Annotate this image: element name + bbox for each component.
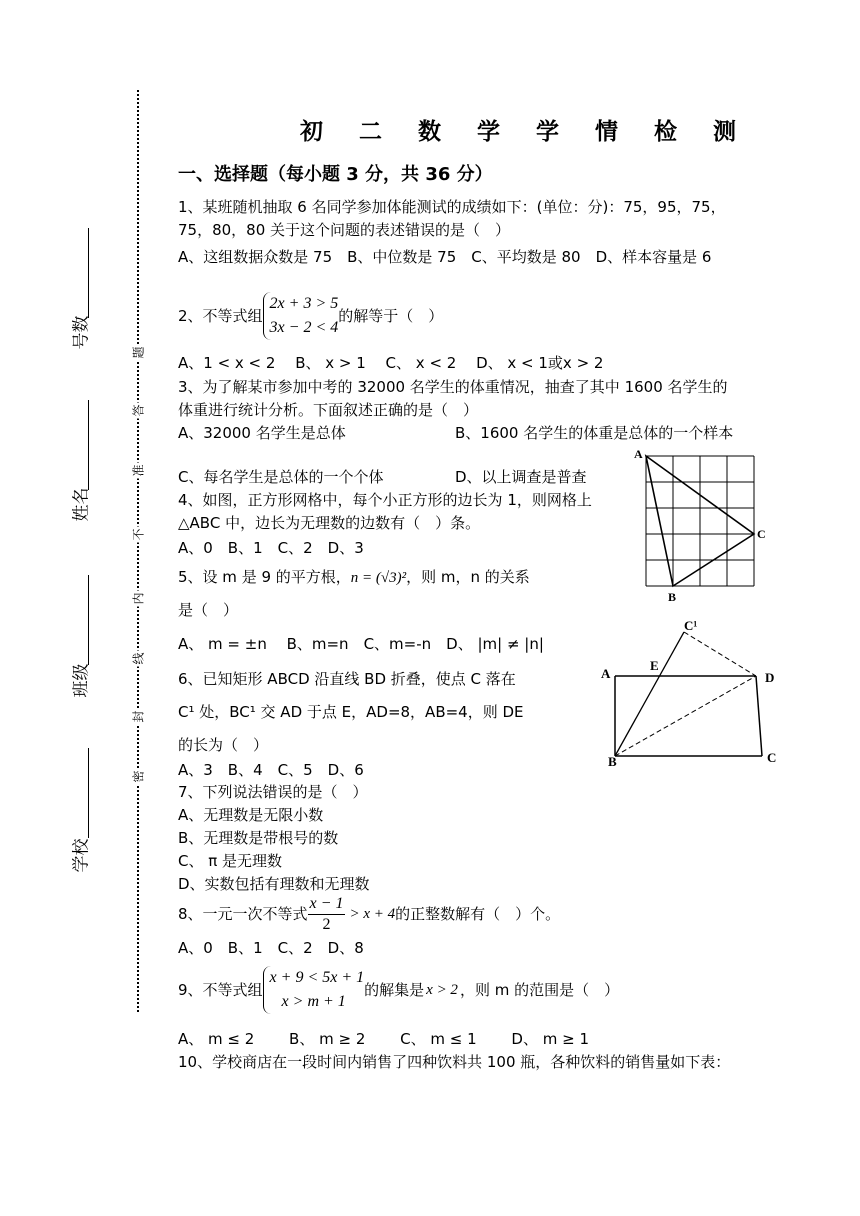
question-7-option-c: C、 π 是无理数 bbox=[178, 852, 283, 870]
section-heading: 一、选择题（每小题 3 分，共 36 分） bbox=[178, 164, 493, 185]
question-1-options: A、这组数据众数是 75 B、中位数是 75 C、平均数是 80 D、样本容量是 6 bbox=[178, 248, 712, 266]
question-7-option-d: D、实数包括有理数和无理数 bbox=[178, 875, 370, 893]
question-8-pre: 8、一元一次不等式 bbox=[178, 905, 308, 923]
question-5-stem-pre: 5、设 m 是 9 的平方根， bbox=[178, 568, 351, 586]
figure-grid-triangle bbox=[630, 448, 770, 608]
name-blank bbox=[88, 400, 89, 490]
vertex-label-e: E bbox=[650, 658, 659, 673]
question-3-cd bbox=[178, 466, 618, 489]
question-9-condition: x > 2 bbox=[426, 981, 458, 998]
label-class: 班级 bbox=[71, 663, 92, 698]
inequality-system bbox=[263, 966, 365, 1014]
vertex-label-c1: C¹ bbox=[684, 618, 698, 633]
question-8 bbox=[178, 894, 738, 960]
question-4-options: A、0 B、1 C、2 D、3 bbox=[178, 539, 364, 557]
question-2 bbox=[178, 292, 738, 340]
question-4-stem: 4、如图，正方形网格中，每个小正方形的边长为 1，则网格上△ABC 中，边长为无理数的边数有（ ）条。 bbox=[178, 491, 592, 532]
seal-char: 准 bbox=[131, 464, 146, 477]
question-8-options: A、0 B、1 C、2 D、8 bbox=[178, 939, 364, 957]
number-blank bbox=[88, 228, 89, 318]
question-9-options: A、 m ≤ 2 B、 m ≥ 2 C、 m ≤ 1 D、 m ≥ 1 bbox=[178, 1030, 589, 1048]
question-5-options: A、 m = ±n B、m=n C、m=-n D、 |m| ≠ |n| bbox=[178, 635, 544, 653]
question-6-options: A、3 B、4 C、5 D、6 bbox=[178, 761, 364, 779]
class-blank bbox=[88, 575, 89, 665]
seal-char: 题 bbox=[131, 346, 146, 359]
question-3-stem: 3、为了解某市参加中考的 32000 名学生的体重情况，抽查了其中 1600 名学生的体重进行统计分析。下面叙述正确的是（ ） bbox=[178, 378, 728, 419]
question-8-post: 的正整数解有（ ）个。 bbox=[395, 905, 561, 923]
inequality-1: 2x + 3 > 5 bbox=[269, 295, 339, 312]
inequality-system bbox=[263, 292, 339, 340]
label-name: 姓名 bbox=[71, 487, 92, 522]
question-7-stem: 7、下列说法错误的是（ ） bbox=[178, 783, 368, 801]
question-1-stem: 1、某班随机抽取 6 名同学参加体能测试的成绩如下：(单位：分)：75，95，75，75，80，80 关于这个问题的表述错误的是（ ） bbox=[178, 198, 726, 239]
question-10-stem: 10、学校商店在一段时间内销售了四种饮料共 100 瓶，各种饮料的销售量如下表： bbox=[178, 1053, 731, 1071]
question-9-post: ，则 m 的范围是（ ） bbox=[459, 980, 620, 999]
question-6-line-3: 的长为（ ） bbox=[178, 736, 269, 754]
seal-char: 不 bbox=[131, 528, 146, 541]
vertex-label-c: C bbox=[767, 750, 777, 765]
figure-folded-rectangle bbox=[596, 614, 786, 770]
question-3-option-b: B、1600 名学生的体重是总体的一个样本 bbox=[455, 424, 734, 442]
question-7-option-a: A、无理数是无限小数 bbox=[178, 806, 324, 824]
label-number: 号数 bbox=[71, 315, 92, 350]
vertex-label-a: A bbox=[634, 448, 643, 461]
binding-margin bbox=[0, 0, 160, 1216]
seal-char: 答 bbox=[131, 404, 146, 417]
seal-char: 内 bbox=[131, 592, 146, 605]
question-6 bbox=[178, 668, 598, 782]
question-5-stem-post: ，则 m，n 的关系 bbox=[406, 568, 530, 586]
label-school: 学校 bbox=[71, 838, 92, 873]
question-3 bbox=[178, 376, 738, 445]
question-2-pre: 2、不等式组 bbox=[178, 306, 263, 325]
inequality-1: x + 9 < 5x + 1 bbox=[269, 969, 365, 986]
seal-char: 封 bbox=[131, 710, 146, 723]
question-3-option-a: A、32000 名学生是总体 bbox=[178, 424, 346, 442]
seal-char: 密 bbox=[131, 770, 146, 783]
question-9-mid: 的解集是 bbox=[364, 980, 425, 999]
fraction-denominator: 2 bbox=[322, 916, 331, 933]
question-9 bbox=[178, 966, 738, 1014]
question-8-inequality: > x + 4 bbox=[349, 906, 396, 922]
vertex-label-c: C bbox=[757, 527, 766, 541]
question-5-stem-end: 是（ ） bbox=[178, 601, 239, 619]
school-blank bbox=[88, 748, 89, 838]
question-2-options: A、1 < x < 2 B、 x > 1 C、 x < 2 D、 x < 1或x > 2 bbox=[178, 354, 604, 372]
question-5 bbox=[178, 566, 598, 656]
seal-dotted-line bbox=[137, 90, 139, 1012]
vertex-label-b: B bbox=[668, 590, 677, 604]
question-9-pre: 9、不等式组 bbox=[178, 980, 263, 999]
question-5-math: n = (√3)² bbox=[350, 570, 407, 586]
inequality-2: 3x − 2 < 4 bbox=[269, 319, 339, 336]
question-6-line-1: 6、已知矩形 ABCD 沿直线 BD 折叠，使点 C 落在 bbox=[178, 670, 516, 688]
question-10 bbox=[178, 1051, 738, 1074]
page-title: 初 二 数 学 学 情 检 测 bbox=[300, 119, 751, 145]
question-4 bbox=[178, 489, 608, 560]
vertex-label-a: A bbox=[601, 666, 611, 681]
vertex-label-b: B bbox=[608, 754, 617, 769]
question-7-option-b: B、无理数是带根号的数 bbox=[178, 829, 339, 847]
question-2-post: 的解等于（ ） bbox=[338, 306, 444, 325]
question-3-option-c: C、每名学生是总体的一个个体 bbox=[178, 468, 384, 486]
question-7 bbox=[178, 781, 738, 896]
fraction bbox=[308, 894, 346, 935]
vertex-label-d: D bbox=[765, 670, 775, 685]
fraction-numerator: x − 1 bbox=[308, 894, 346, 915]
question-3-option-d: D、以上调查是普查 bbox=[455, 468, 587, 486]
question-6-line-2: C¹ 处，BC¹ 交 AD 于点 E，AD=8，AB=4，则 DE bbox=[178, 703, 524, 721]
question-1 bbox=[178, 196, 738, 269]
inequality-2: x > m + 1 bbox=[281, 993, 346, 1010]
seal-char: 线 bbox=[131, 652, 146, 665]
